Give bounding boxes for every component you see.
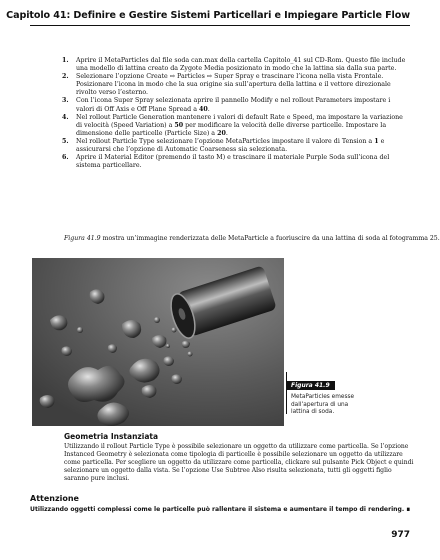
step-text: . (225, 129, 228, 137)
step-number: 5. (62, 137, 69, 145)
step-text: . (207, 105, 210, 113)
figure-reference: Figura 41.9 (64, 235, 101, 242)
step-value: 50 (174, 121, 184, 129)
step-text: Nel rollout Particle Type selezionare l’opzione MetaParticles impostare il valore di Tension a (76, 137, 375, 145)
figure-label: Figura 41.9 (286, 381, 335, 390)
figure-reference-paragraph (64, 235, 440, 243)
step-item (62, 154, 410, 170)
step-item (62, 113, 410, 138)
warning-body (30, 506, 420, 514)
step-text: Selezionare l’opzione Create ⇨ Particles ⇨ Super Spray e trascinare l’icona nella vista Frontale. Posizionare l’icona in modo che la sua origine sia sull’apertura della lattina e il vettore direzionale rivolto verso l’esterno. (76, 73, 391, 97)
figure-caption-box (286, 372, 411, 417)
step-text: per modificare la velocità delle diverse particelle. Impostare la dimensione delle particelle (Particle Size) a (76, 121, 387, 137)
figure-reference-text: mostra un’immagine renderizzata delle MetaParticle a fuoriuscire da una lattina di soda al fotogramma 25. (100, 235, 440, 242)
step-number: 6. (62, 154, 69, 162)
step-text: Aprire il MetaParticles dal file soda can.max della cartella Capitolo_41 sul CD-Rom. Questo file include una modello di lattina creato da Zygote Media posizionato in modo che la lattina sia dalla sua parte. (76, 57, 406, 73)
step-text: e assicurarsi che l’opzione di Automatic Coarseness sia selezionata. (76, 137, 385, 154)
step-text: Aprire il Material Editor (premendo il tasto M) e trascinare il materiale Purple Soda sull’icona del sistema particellare. (76, 154, 390, 170)
step-item (62, 97, 410, 113)
section-body: Utilizzando il rollout Particle Type è possibile selezionare un oggetto da utilizzare come particella. Se l’opzione Instanced Geometry è selezionata come tipologia di particelle è possibile selezionare un oggetto da utilizzare come particella. Per scegliere un oggetto da utilizzare come particella, clickare sul pulsante Pick Object e quindi selezionare un oggetto dalla vista. Se l’opzione Use Subtree Also risulta selezionata, tutti gli oggetti figlio saranno pure inclusi. (64, 443, 414, 483)
step-text: Con l’icona Super Spray selezionata aprire il pannello Modify e nel rollout Parameters impostare i valori di Off Axis e Off Plane Spread a (76, 97, 391, 113)
step-item (62, 73, 410, 97)
running-header (0, 0, 440, 26)
caption-rule (286, 372, 287, 414)
metaparticles-render (32, 258, 284, 426)
step-value: 1 (374, 137, 379, 145)
step-number: 2. (62, 73, 69, 81)
step-number: 3. (62, 97, 69, 105)
header-rule (30, 25, 410, 26)
page-number: 977 (391, 530, 410, 540)
render-figure (32, 258, 284, 426)
end-mark: ∎ (406, 506, 411, 513)
warning-text: Utilizzando oggetti complessi come le particelle può rallentare il sistema e aumentare il tempo di rendering. (30, 506, 405, 513)
chapter-title: Capitolo 41: Definire e Gestire Sistemi Particellari e Impiegare Particle Flow (6, 10, 410, 21)
step-value: 20 (217, 129, 226, 137)
step-value: 40 (198, 105, 208, 113)
section-heading: Geometria Instanziata (64, 432, 159, 441)
step-number: 1. (62, 57, 69, 64)
step-list (62, 57, 410, 170)
step-number: 4. (62, 113, 69, 121)
warning-heading: Attenzione (30, 494, 79, 503)
step-item (62, 57, 410, 73)
step-item (62, 137, 410, 154)
figure-caption: MetaParticles emesse dall’apertura di una lattina di soda. (291, 394, 355, 416)
step-text: Nel rollout Particle Generation mantenere i valori di default Rate e Speed, ma impostare la variazione di velocità (Speed Variation) a (76, 113, 403, 129)
